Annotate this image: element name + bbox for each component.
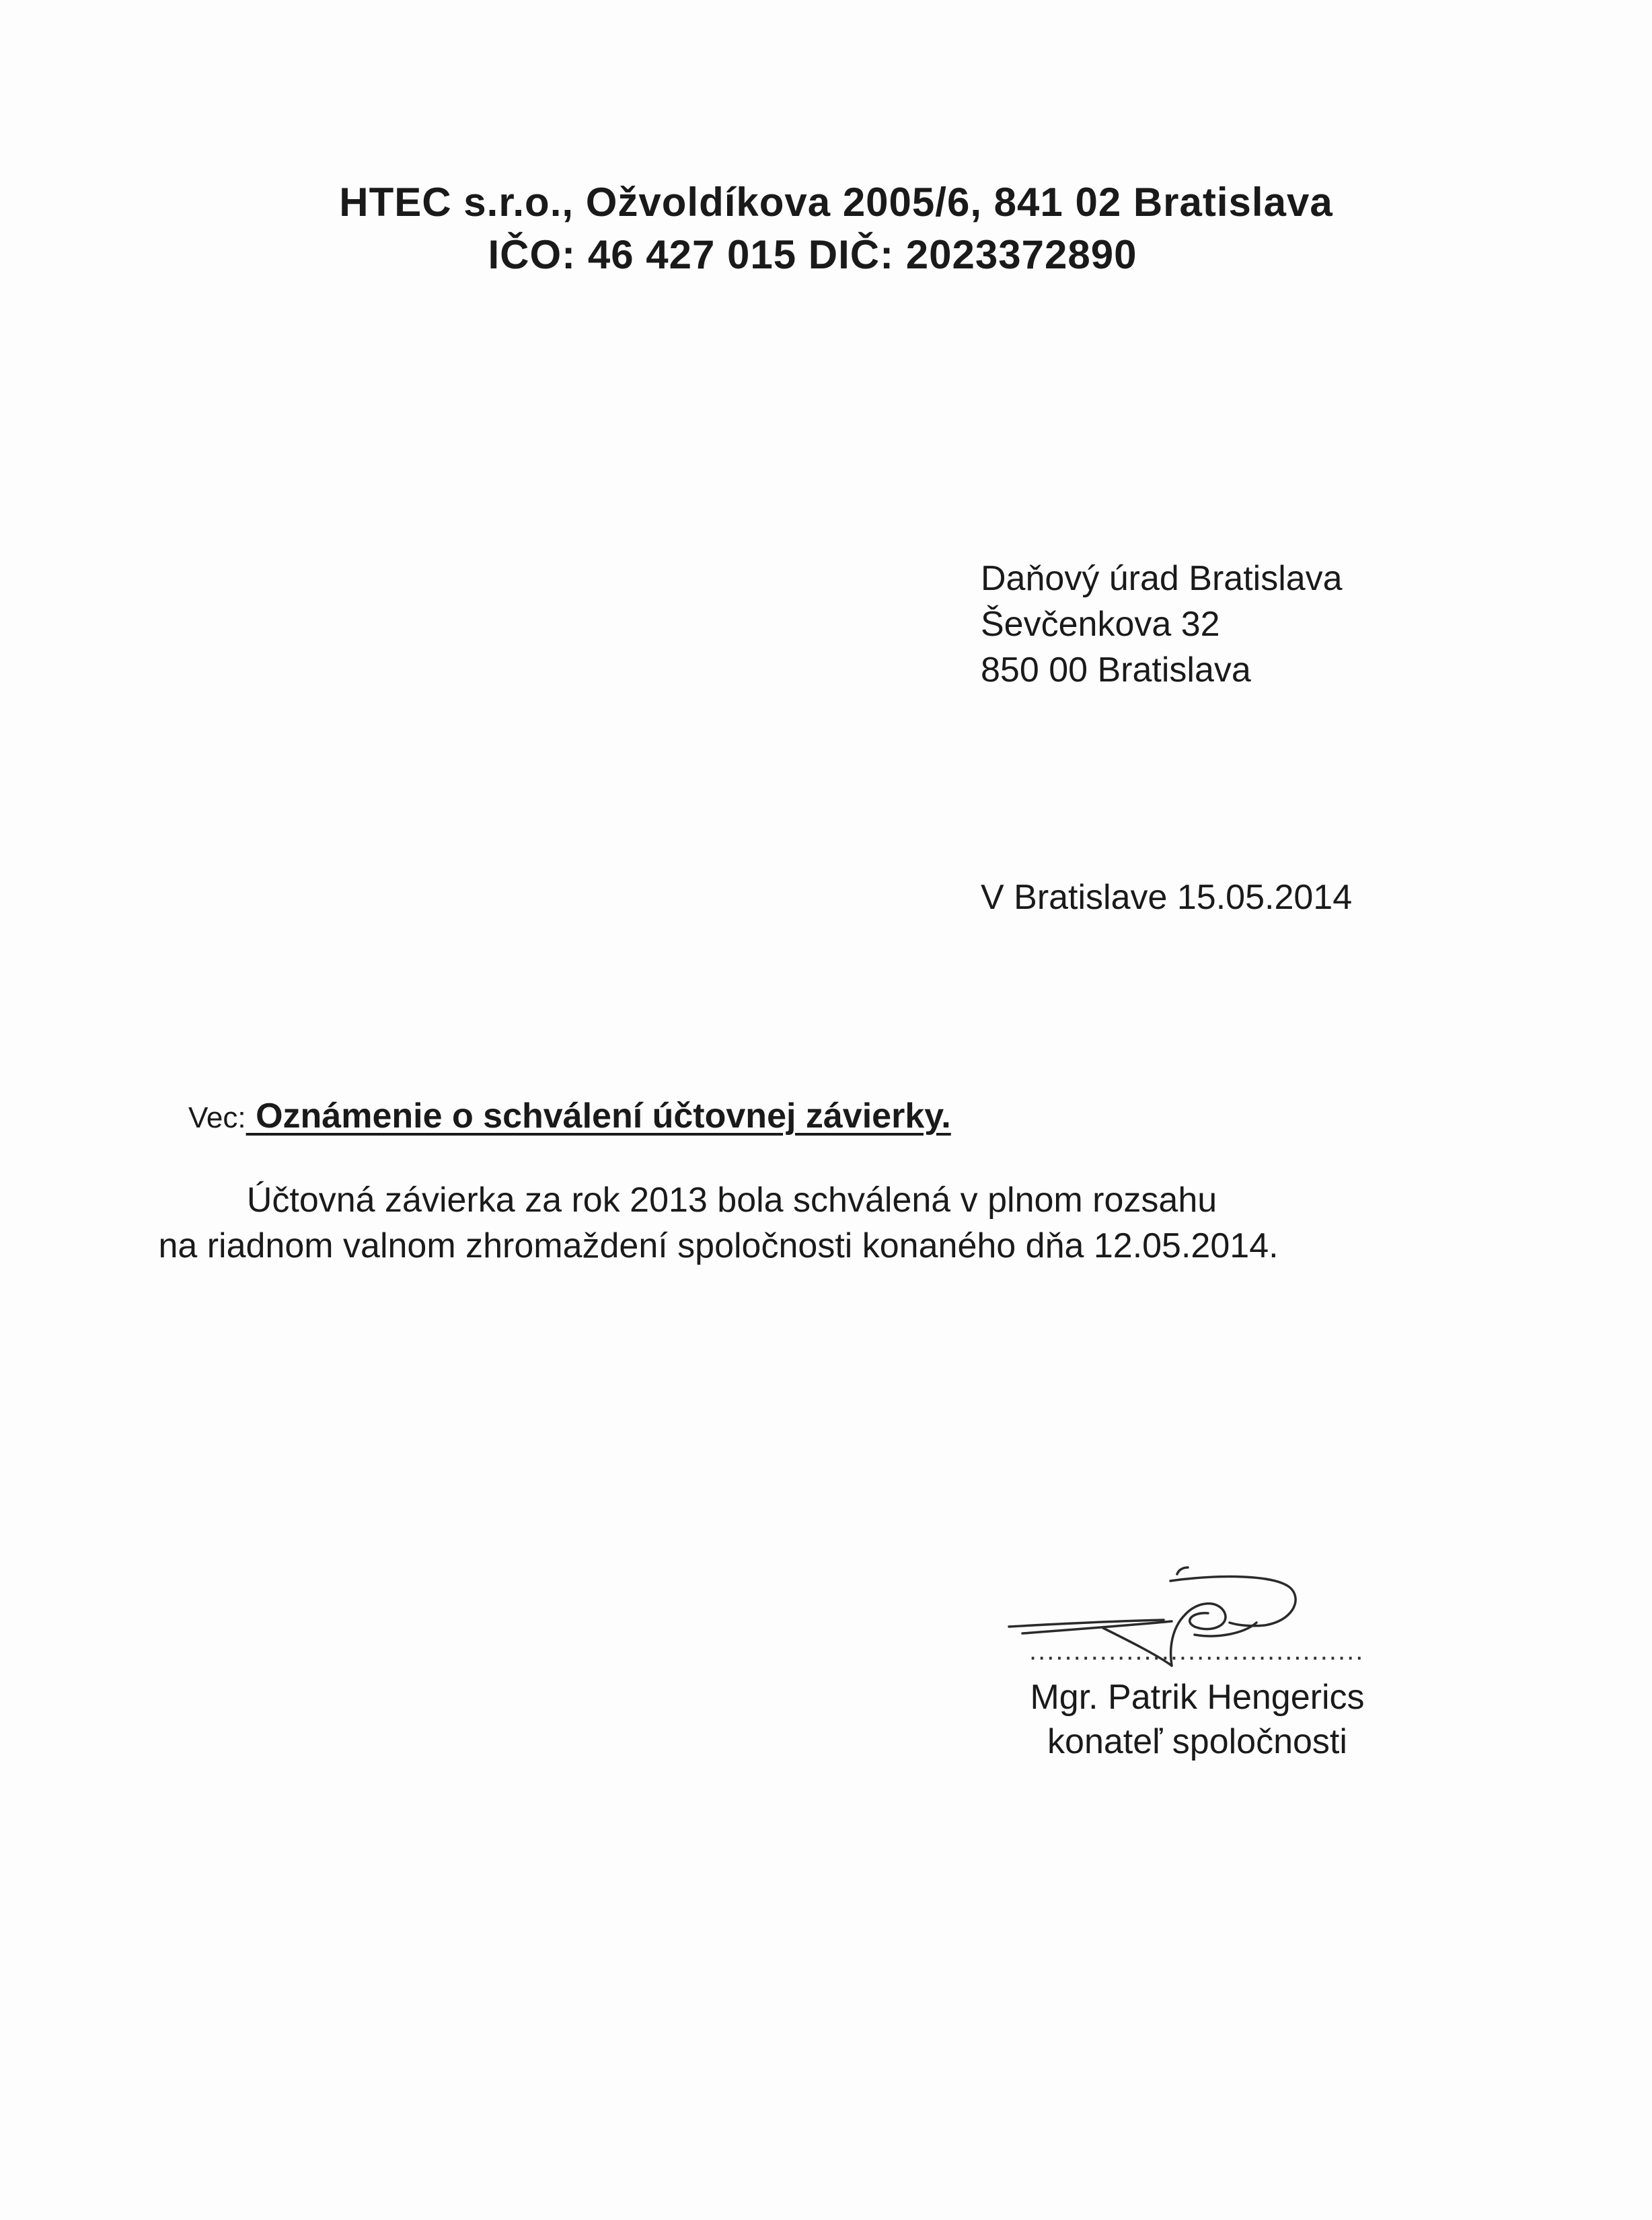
subject-title: Oznámenie o schválení účtovnej závierky. — [246, 1097, 951, 1136]
recipient-address — [981, 556, 1343, 693]
signer-block — [969, 1675, 1426, 1764]
body-line-2: na riadnom valnom zhromaždení spoločnosti konaného dňa 12.05.2014. — [158, 1226, 1279, 1265]
signer-role: konateľ spoločnosti — [1047, 1722, 1347, 1761]
letter-date: V Bratislave 15.05.2014 — [981, 878, 1353, 917]
subject-line — [188, 1093, 951, 1142]
recipient-city: 850 00 Bratislava — [981, 651, 1251, 690]
company-header — [0, 176, 1652, 281]
company-ids-line: IČO: 46 427 015 DIČ: 2023372890 — [488, 232, 1137, 277]
company-address-line: HTEC s.r.o., Ožvoldíkova 2005/6, 841 02 Bratislava — [339, 180, 1333, 225]
recipient-street: Ševčenkova 32 — [981, 605, 1220, 644]
subject-label: Vec: — [188, 1101, 246, 1134]
signer-name: Mgr. Patrik Hengerics — [1030, 1678, 1365, 1717]
letter-body — [0, 1177, 1652, 1269]
body-line-1: Účtovná závierka za rok 2013 bola schválená v plnom rozsahu — [246, 1181, 1217, 1220]
signature-dotted-line: ...................................... — [1029, 1636, 1365, 1666]
recipient-name: Daňový úrad Bratislava — [981, 559, 1343, 598]
